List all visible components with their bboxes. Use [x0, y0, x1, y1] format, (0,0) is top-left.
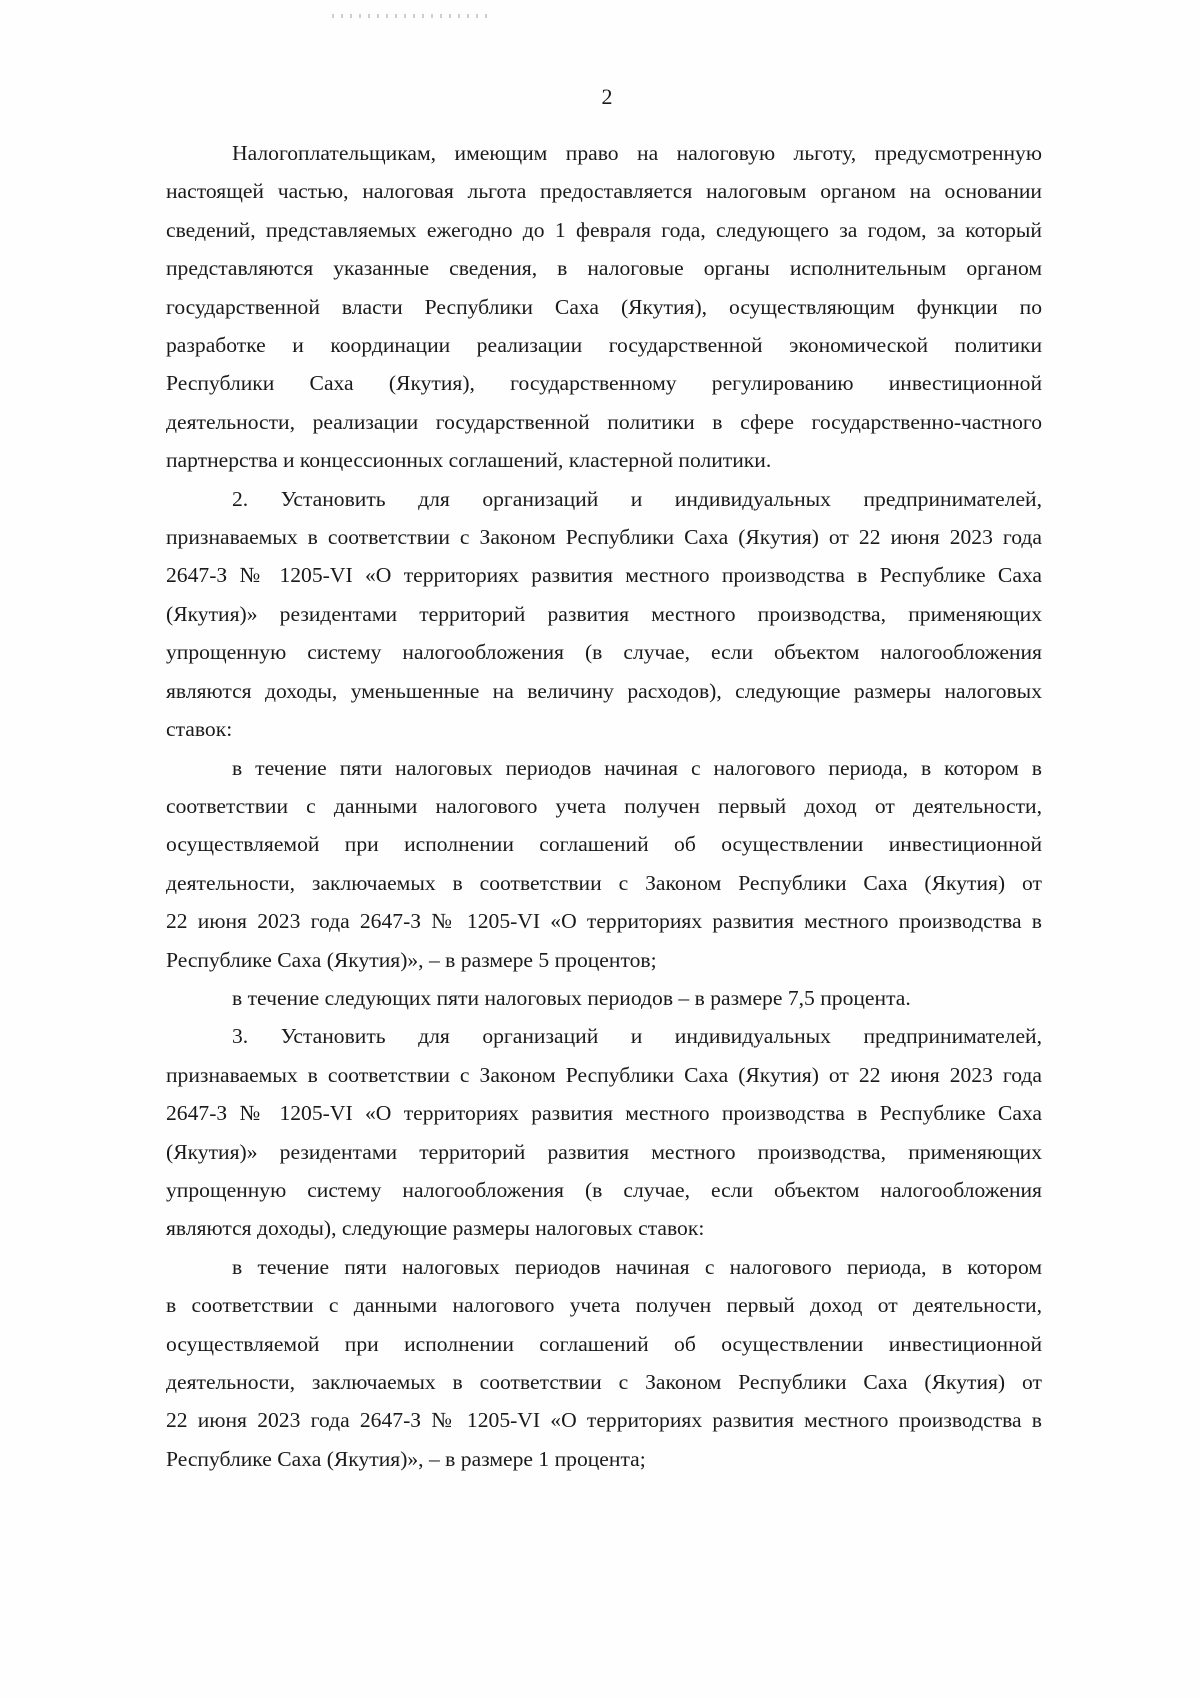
text-line: деятельности, заключаемых в соответствии с Законом Республики Саха (Якутия) от [166, 1370, 1042, 1394]
text-line: осуществляемой при исполнении соглашений об осуществлении инвестиционной [166, 832, 1042, 857]
text-line: являются доходы, уменьшенные на величину расходов), следующие размеры налоговых [166, 678, 1042, 703]
text-line: соответствии с данными налогового учета получен первый доход от деятельности, [166, 793, 1042, 818]
text-line: настоящей частью, налоговая льгота предоставляется налоговым органом на основании [166, 179, 1042, 204]
text-line: 22 июня 2023 года 2647-З № 1205-VI «О территориях развития местного производства в [166, 1408, 1042, 1433]
text-line: Республике Саха (Якутия)», – в размере 1 процента; [166, 1446, 646, 1471]
text-line: деятельности, заключаемых в соответствии с Законом Республики Саха (Якутия) от [166, 870, 1042, 895]
text-line: Налогоплательщикам, имеющим право на налоговую льготу, предусмотренную [232, 141, 1042, 165]
text-line: деятельности, реализации государственной политики в сфере государственно-частного [166, 409, 1042, 434]
text-line: в течение следующих пяти налоговых периодов – в размере 7,5 процента. [232, 985, 911, 1010]
text-line: в течение пяти налоговых периодов начиная с налогового периода, в котором [232, 1254, 1042, 1279]
text-line: признаваемых в соответствии с Законом Республики Саха (Якутия) от 22 июня 2023 года [166, 1062, 1042, 1087]
text-line: 2. Установить для организаций и индивидуальных предпринимателей, [232, 486, 1042, 511]
text-line: признаваемых в соответствии с Законом Республики Саха (Якутия) от 22 июня 2023 года [166, 525, 1042, 550]
text-line: 2647-З № 1205-VI «О территориях развития местного производства в Республике Саха [166, 563, 1042, 588]
paragraph [166, 979, 1042, 1017]
text-line: Республики Саха (Якутия), государственному регулированию инвестиционной [166, 371, 1042, 396]
text-line: Республике Саха (Якутия)», – в размере 5 процентов; [166, 947, 657, 972]
text-line: в течение пяти налоговых периодов начиная с налогового периода, в котором в [232, 755, 1042, 780]
text-line: ставок: [166, 717, 233, 742]
text-line: являются доходы), следующие размеры налоговых ставок: [166, 1216, 705, 1241]
text-line: представляются указанные сведения, в налоговые органы исполнительным органом [166, 256, 1042, 281]
document-body [166, 134, 1042, 1478]
text-line: государственной власти Республики Саха (Якутия), осуществляющим функции по [166, 294, 1042, 319]
text-line: упрощенную систему налогообложения (в случае, если объектом налогообложения [166, 1177, 1042, 1202]
text-line: 3. Установить для организаций и индивидуальных предпринимателей, [232, 1024, 1042, 1049]
text-line: осуществляемой при исполнении соглашений об осуществлении инвестиционной [166, 1331, 1042, 1356]
text-line: сведений, представляемых ежегодно до 1 февраля года, следующего за годом, за который [166, 217, 1042, 242]
text-line: 2647-З № 1205-VI «О территориях развития местного производства в Республике Саха [166, 1101, 1042, 1126]
text-line: разработке и координации реализации государственной экономической политики [166, 333, 1042, 358]
paragraph [166, 749, 1042, 979]
paragraph [166, 134, 1042, 480]
text-line: в соответствии с данными налогового учета получен первый доход от деятельности, [166, 1293, 1042, 1318]
text-line: упрощенную систему налогообложения (в случае, если объектом налогообложения [166, 640, 1042, 665]
text-line: 22 июня 2023 года 2647-З № 1205-VI «О территориях развития местного производства в [166, 909, 1042, 934]
paragraph [166, 1248, 1042, 1478]
text-line: (Якутия)» резидентами территорий развития местного производства, применяющих [166, 601, 1042, 626]
text-line: (Якутия)» резидентами территорий развития местного производства, применяющих [166, 1139, 1042, 1164]
scan-artifact [332, 14, 492, 18]
paragraph-item-2 [166, 480, 1042, 749]
text-line: партнерства и концессионных соглашений, кластерной политики. [166, 448, 772, 473]
paragraph-item-3 [166, 1017, 1042, 1247]
page-number: 2 [601, 84, 613, 109]
